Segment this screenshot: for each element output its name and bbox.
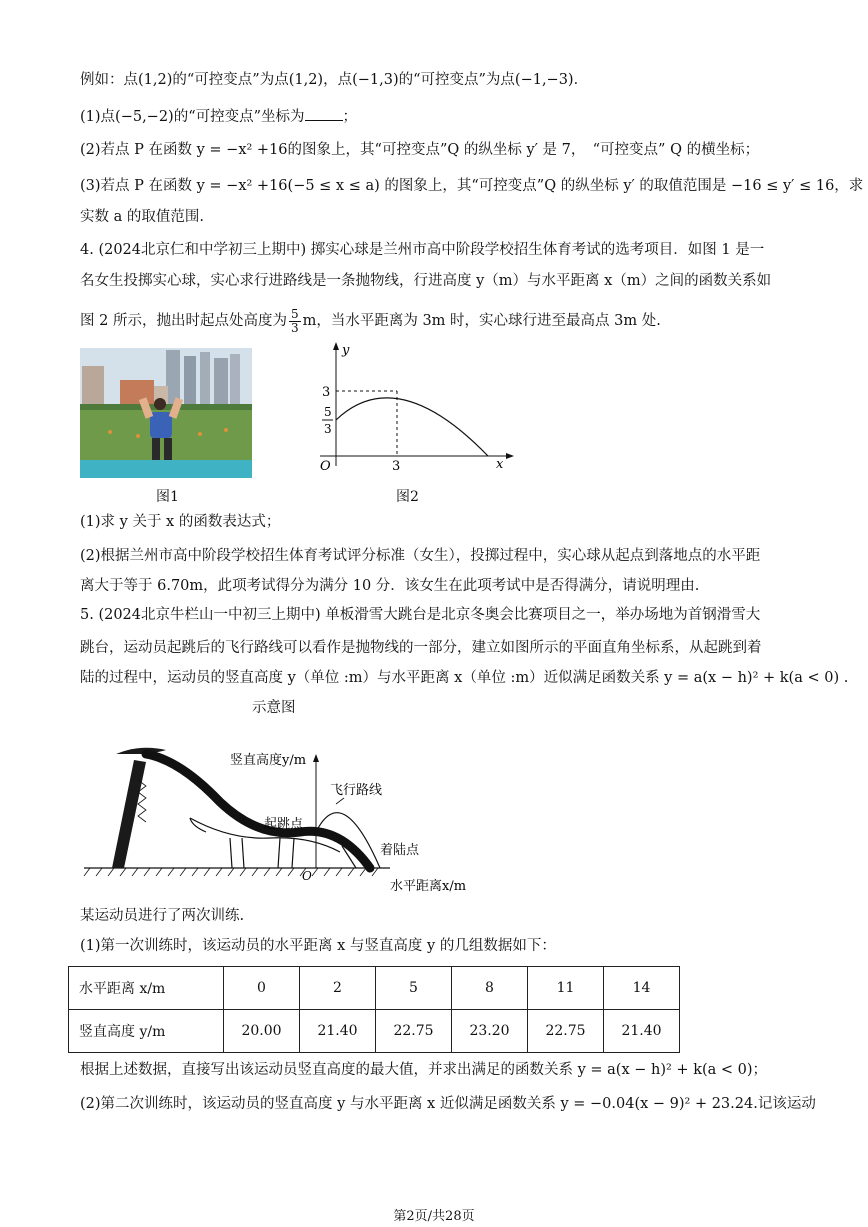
row-header-height: 竖直高度 y/m [69,1010,224,1053]
question-3-3b: 实数 a 的取值范围. [80,209,204,225]
data-table [68,966,680,1053]
problem-5-intro: 某运动员进行了两次训练. [80,908,245,924]
q1-tail: ； [342,109,358,125]
problem-4-q2b: 离大于等于 6.70m，此项考试得分为满分 10 分．该女生在此项考试中是否得满分，请说明理由. [80,578,700,594]
problem-5-line1: 5. (2024北京牛栏山一中初三上期中) 单板滑雪大跳台是北京冬奥会比赛项目之一，举办场地为首钢滑雪大 [80,607,761,623]
example-line: 例如：点(1,2)的“可控变点”为点(1,2)，点(−1,3)的“可控变点”为点(−1,−3)． [80,72,589,88]
figure-1-photo [80,348,252,478]
label-vertical-height: 竖直高度y/m [230,753,307,768]
label-horizontal-distance: 水平距离x/m [390,879,467,894]
track [80,460,252,478]
q1-text: (1)点(−5,−2)的“可控变点”坐标为 [80,109,305,125]
question-3-3a: (3)若点 P 在函数 y = −x² +16(−5 ≤ x ≤ a) 的图象上，其“可控变点”Q 的纵坐标 y′ 的取值范围是 −16 ≤ y′ ≤ 16，求 [80,178,864,194]
start-frac-den: 3 [324,422,332,436]
start-height-fraction: $\frac{5}{3}$ [290,306,299,335]
table-cell: 20.00 [224,1010,300,1053]
ski-jump-diagram [80,740,500,896]
problem-4-line2: 名女生投掷实心球，实心求行进路线是一条抛物线，行进高度 y（m）与水平距离 x（m）之间的函数关系如 [80,273,772,289]
problem-5-q2: (2)第二次训练时，该运动员的竖直高度 y 与水平距离 x 近似满足函数关系 y = −0.04(x − 9)² + 23.24.记该运动 [80,1096,816,1112]
page-footer: 第2页/共28页 [393,1209,475,1224]
table-cell: 21.40 [604,1010,680,1053]
table-cell: 2 [300,967,376,1010]
y-peak-label: 3 [322,385,331,400]
table-cell: 11 [528,967,604,1010]
table-cell: 22.75 [376,1010,452,1053]
problem-4-line3 [80,306,661,336]
table-row-distance [69,967,680,1010]
question-3-2: (2)若点 P 在函数 y = −x² +16的图象上，其“可控变点”Q 的纵坐标 y′ 是 7， “可控变点” Q 的横坐标； [80,142,760,158]
figure-2-caption: 图2 [396,489,419,505]
x-peak-label: 3 [392,459,401,474]
problem-4-q1: (1)求 y 关于 x 的函数表达式； [80,514,281,530]
p4-text-before: 图 2 所示，抛出时起点处高度为 [80,313,287,329]
figure-1-caption: 图1 [156,489,179,505]
table-cell: 21.40 [300,1010,376,1053]
flight-label-pointer [336,798,344,804]
problem-4-q2a: (2)根据兰州市高中阶段学校招生体育考试评分标准（女生），投掷过程中，实心球从起点到落地点的水平距 [80,548,761,564]
table-cell: 5 [376,967,452,1010]
start-frac-num: 5 [324,405,332,419]
problem-5-after-table: 根据上述数据，直接写出该运动员竖直高度的最大值，并求出满足的函数关系 y = a(x − h)² + k(a < 0)； [80,1062,768,1078]
table-cell: 0 [224,967,300,1010]
diagram-title: 示意图 [252,700,296,716]
label-origin: O [302,869,312,883]
parabola-curve [336,398,488,456]
label-flight-path: 飞行路线 [330,783,383,798]
table-cell: 8 [452,967,528,1010]
table-row-height [69,1010,680,1053]
origin-label: O [320,459,331,474]
table-cell: 23.20 [452,1010,528,1053]
table-cell: 14 [604,967,680,1010]
label-landing: 着陆点 [380,843,420,858]
problem-5-q1: (1)第一次训练时，该运动员的水平距离 x 与竖直高度 y 的几组数据如下： [80,938,556,954]
label-takeoff: 起跳点 [264,817,304,832]
p4-text-after: m，当水平距离为 3m 时，实心球行进至最高点 3m 处. [302,313,661,329]
row-header-distance: 水平距离 x/m [69,967,224,1010]
problem-5-line3: 陆的过程中，运动员的竖直高度 y（单位 :m）与水平距离 x（单位 :m）近似满足函数关系 y = a(x − h)² + k(a < 0) . [80,670,849,686]
question-3-1 [80,106,357,127]
y-axis-label: y [342,343,350,358]
problem-4-line1: 4. (2024北京仁和中学初三上期中) 掷实心球是兰州市高中阶段学校招生体育考试的选考项目．如图 1 是一 [80,242,765,258]
figure-2-graph [310,340,520,476]
problem-5-line2: 跳台，运动员起跳后的飞行路线可以看作是抛物线的一部分，建立如图所示的平面直角坐标系，从起跳到着 [80,640,762,656]
table-cell: 22.75 [528,1010,604,1053]
answer-blank [305,106,343,121]
ramp [146,754,370,868]
x-axis-label: x [496,457,504,472]
